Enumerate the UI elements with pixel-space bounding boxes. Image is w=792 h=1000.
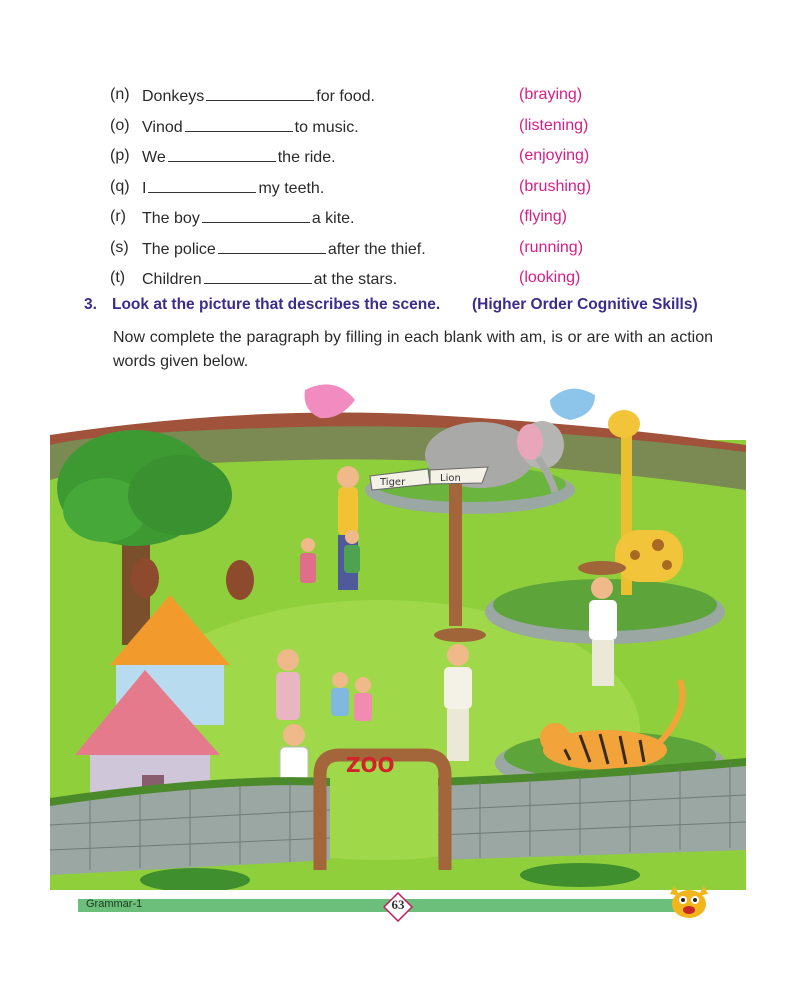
question-number: 3. [84, 296, 97, 313]
exercise-row [108, 204, 748, 235]
book-title: Grammar-1 [86, 898, 143, 910]
exercise-label: (r) [110, 208, 126, 225]
exercise-row [108, 113, 748, 144]
exercise-sentence: Donkeys for food. [142, 82, 375, 110]
exercise-hint: (looking) [519, 269, 581, 286]
exercise-row [108, 82, 748, 113]
exercise-label: (t) [110, 269, 126, 286]
exercise-row [108, 174, 748, 205]
question-title: Look at the picture that describes the scene. [112, 296, 441, 313]
exercise-row [108, 143, 748, 174]
exercise-row [108, 265, 748, 296]
exercise-list [108, 82, 748, 296]
exercise-hint: (listening) [519, 116, 589, 134]
zoo-gate-sign: ZOO [346, 753, 395, 777]
exercise-hint: (braying) [519, 86, 583, 103]
page-number: 63 [391, 897, 405, 912]
exercise-sentence: Children at the stars. [142, 265, 397, 293]
answer-blank[interactable] [168, 143, 276, 162]
mascot-icon [666, 880, 712, 920]
footer-bar [78, 899, 684, 912]
answer-blank[interactable] [202, 204, 310, 223]
answer-blank[interactable] [218, 235, 326, 254]
exercise-sentence: We the ride. [142, 143, 336, 171]
exercise-label: (o) [110, 116, 130, 134]
exercise-hint: (flying) [519, 208, 568, 225]
question-instruction: Now complete the paragraph by filling in each blank with am, is or are with an action words given below. [113, 329, 713, 370]
answer-blank[interactable] [204, 265, 312, 284]
answer-blank[interactable] [206, 82, 314, 101]
exercise-sentence: The police after the thief. [142, 235, 426, 263]
question-3-heading [84, 296, 440, 314]
sign-tiger: Tiger [380, 477, 406, 488]
zoo-scene-illustration [50, 380, 746, 890]
sign-lion: Lion [440, 473, 461, 484]
exercise-hint: (brushing) [519, 177, 592, 195]
exercise-label: (q) [110, 177, 130, 195]
skill-tag: (Higher Order Cognitive Skills) [472, 296, 698, 313]
exercise-hint: (running) [519, 238, 584, 256]
answer-blank[interactable] [185, 113, 293, 132]
exercise-row [108, 235, 748, 266]
exercise-sentence: Vinod to music. [142, 113, 359, 141]
page-number-badge [383, 892, 413, 922]
answer-blank[interactable] [148, 174, 256, 193]
exercise-label: (n) [110, 86, 130, 103]
exercise-label: (s) [110, 238, 129, 256]
exercise-label: (p) [110, 147, 130, 164]
page-footer [78, 896, 684, 914]
exercise-hint: (enjoying) [519, 147, 590, 164]
exercise-sentence: I my teeth. [142, 174, 324, 202]
exercise-sentence: The boy a kite. [142, 204, 355, 232]
